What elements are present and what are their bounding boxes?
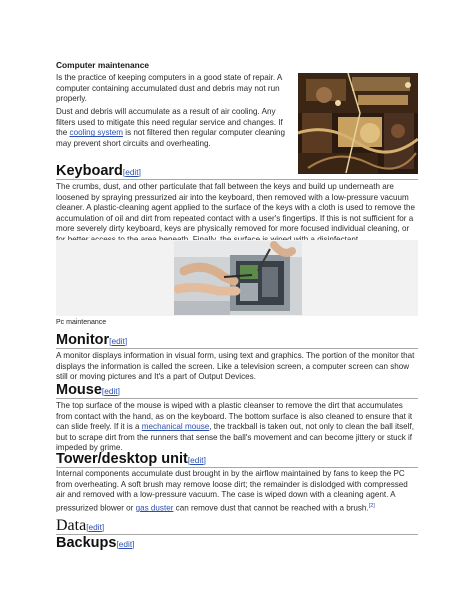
pc-maintenance-image (174, 241, 302, 315)
tower-heading-rule (56, 467, 418, 468)
intro-paragraph-2 (56, 107, 294, 149)
gas-duster-link[interactable]: gas duster (135, 503, 174, 513)
backups-edit-link[interactable]: [edit] (116, 539, 135, 549)
tower-text-before: Internal components accumulate dust brought in by the airflow maintained by fans to keep the PC from overheating. A soft brush may remove loose dirt; the remainder is dislodged with compressed air and removed with a low-pressure vacuum. The case is wiped down with a cleaning agent. A pressurized blower or (56, 469, 408, 513)
cooling-system-link[interactable]: cooling system (69, 128, 124, 138)
tower-edit-link[interactable]: [edit] (187, 455, 206, 465)
keyboard-section-heading (56, 163, 141, 180)
monitor-edit-link[interactable]: [edit] (109, 336, 128, 346)
keyboard-edit-link[interactable]: [edit] (122, 167, 141, 177)
mouse-heading-text: Mouse (56, 382, 102, 398)
backups-heading-text: Backups (56, 535, 117, 551)
mouse-text-after: , the trackball is taken out, not only to clean the ball itself, but to scrape dirt from the runners that sense the ball's movement and can become jittery or stuck if impeded by grime. (56, 422, 414, 453)
image-caption: Pc maintenance (56, 319, 107, 326)
footnote-ref[interactable]: [2] (368, 502, 375, 509)
monitor-section-heading (56, 332, 127, 349)
intro-text-after: is not filtered then regular computer cleaning may prevent short circuits and overheating. (56, 128, 286, 148)
intro-paragraph-1: Is the practice of keeping computers in a good state of repair. A computer containing accumulated dust and debris may not run properly. (56, 73, 282, 104)
monitor-paragraph: A monitor displays information in visual form, using text and graphics. The portion of the monitor that displays the information is called the screen. Like a television screen, a computer screen can show still or moving pictures and It's a part of Output Devices. (56, 351, 415, 382)
data-edit-link[interactable]: [edit] (86, 522, 105, 532)
tower-section-heading (56, 451, 206, 468)
monitor-heading-rule (56, 348, 418, 349)
tower-heading-text: Tower/desktop unit (56, 451, 188, 467)
mouse-section-heading (56, 382, 120, 399)
mouse-paragraph (56, 401, 418, 454)
mouse-edit-link[interactable]: [edit] (101, 386, 120, 396)
tower-paragraph (56, 469, 418, 514)
data-section-heading (56, 517, 104, 535)
tower-text-after: can remove dust that cannot be reached with a brush. (173, 503, 369, 513)
mouse-heading-rule (56, 398, 418, 399)
data-heading-text: Data (56, 517, 87, 534)
monitor-heading-text: Monitor (56, 332, 110, 348)
backups-section-heading (56, 535, 134, 552)
mechanical-mouse-link[interactable]: mechanical mouse (141, 422, 210, 432)
doc-title: Computer maintenance (56, 60, 150, 70)
keyboard-paragraph: The crumbs, dust, and other particulate that fall between the keys and build up underneath are loosened by spraying pressurized air into the keyboard, then removed with a low-pressure vacuum cleaner. A plastic-cleaning agent applied to the surface of the keys with a cloth is used to remove the accumulation of oil and dirt from repeated contact with a user's fingertips. If this is not sufficient for a more severely dirty keyboard, keys are physically removed for more focused individual cleaning, or (56, 182, 416, 234)
keyboard-heading-text: Keyboard (56, 163, 123, 179)
mouse-text-before: The top surface of the mouse is wiped with a plastic cleanser to remove the dirt that accumulates from contact with the hand, as on the keyboard. The bottom surface is also cleaned to ensure that it can slide freely. If it is a (56, 401, 413, 432)
dusty-motherboard-image (298, 73, 418, 174)
intro-text-before: Dust and debris will accumulate as a result of air cooling. Any filters used to mitigate this need regular service and changes. If the (56, 107, 283, 138)
keyboard-heading-rule (56, 179, 418, 180)
